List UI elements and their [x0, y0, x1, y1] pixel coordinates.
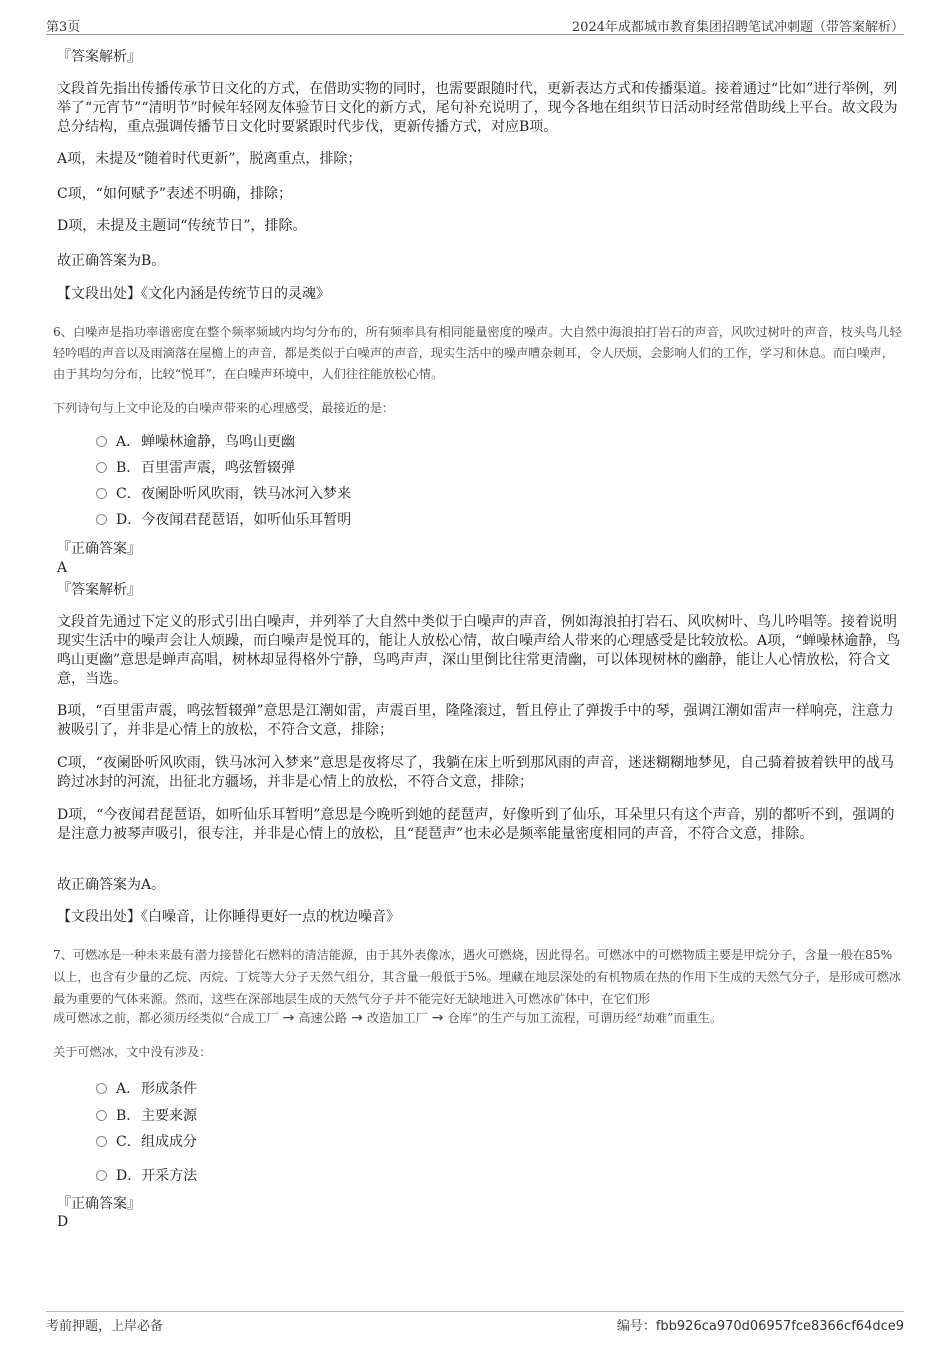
q6-analysis-paragraph: 文段首先通过下定义的形式引出白噪声，并列举了大自然中类似于白噪声的声音，例如海浪拍打岩石、风吹树叶、鸟儿吟唱等。接着说明现实生活中的噪声会让人烦躁，而白噪声是悦耳的，能让人放松心情，故白噪声给人带来的心理感受是比较放松。A项，“蝉噪林逾静，鸟鸣山更幽”意思是蝉声高唱，树林却显得格外宁静，鸟鸣声声，深山里倒比往常更清幽，可以体现树林的幽静，能让人心情放松，符合文意，当选。	[57, 614, 901, 687]
footer-slogan: 考前押题，上岸必备	[46, 1319, 164, 1334]
q7-answer-label: 『正确答案』	[57, 1196, 141, 1212]
q6-source: 【文段出处】《白噪音，让你睡得更好一点的枕边噪音》	[57, 909, 400, 925]
q7-option-b[interactable]: B．主要来源	[96, 1106, 197, 1126]
radio-icon[interactable]	[96, 1170, 107, 1181]
document-title: 2024年成都城市教育集团招聘笔试冲刺题（带答案解析）	[571, 20, 904, 35]
radio-icon[interactable]	[96, 1110, 107, 1121]
q7-stem: 7、可燃冰是一种未来最有潜力接替化石燃料的清洁能源，由于其外表像冰，遇火可燃烧，因此得名。可燃冰中的可燃物质主要是甲烷分子，含量一般在85%以上，也含有少量的乙烷、丙烷、丁烷等大分子天然气组分，其含量一般低于5%。埋藏在地层深处的有机物质在热的作用下生成的天然气分子，是形成可燃冰最为重要的气体来源。然而，这些在深部地层生成的天然气分子并不能完好无缺地进入可燃冰矿体中，在它们形	[53, 948, 902, 1006]
q5-conclusion: 故正确答案为B。	[57, 253, 166, 269]
q7-option-d[interactable]: D．开采方法	[96, 1166, 197, 1186]
q6-option-b[interactable]: B．百里雷声震，鸣弦暂辍弹	[96, 458, 295, 478]
q5-source: 【文段出处】《文化内涵是传统节日的灵魂》	[57, 286, 330, 302]
q6-analysis-c: C项，“夜阑卧听风吹雨，铁马冰河入梦来”意思是夜将尽了，我躺在床上听到那风雨的声音，迷迷糊糊地梦见，自己骑着披着铁甲的战马跨过冰封的河流，出征北方疆场，并非是心情上的放松，不符合文意，排除；	[57, 755, 895, 790]
radio-icon[interactable]	[96, 462, 107, 473]
q6-answer: A	[57, 560, 68, 576]
q7-question: 关于可燃冰，文中没有涉及：	[53, 1045, 212, 1059]
q6-option-d[interactable]: D．今夜闻君琵琶语，如听仙乐耳暂明	[96, 510, 351, 530]
q5-analysis-label: 『答案解析』	[57, 49, 141, 65]
page-footer	[46, 1311, 904, 1336]
q6-option-a[interactable]: A．蝉噪林逾静，鸟鸣山更幽	[96, 432, 295, 452]
radio-icon[interactable]	[96, 1083, 107, 1094]
document-code: 编号：fbb926ca970d06957fce8366cf64dce9	[616, 1319, 904, 1334]
q6-stem: 6、白噪声是指功率谱密度在整个频率频域内均匀分布的，所有频率具有相同能量密度的噪声。大自然中海浪拍打岩石的声音，风吹过树叶的声音，枝头鸟儿轻轻吟唱的声音以及雨滴落在屋檐上的声音，都是类似于白噪声的声音，现实生活中的噪声嘈杂刺耳，令人厌烦，会影响人们的工作，学习和休息。而白噪声，由于其均匀分布，比较“悦耳”，在白噪声环境中，人们往往能放松心情。	[53, 325, 902, 381]
q6-analysis-label: 『答案解析』	[57, 582, 141, 598]
radio-icon[interactable]	[96, 436, 107, 447]
radio-icon[interactable]	[96, 488, 107, 499]
q7-answer: D	[57, 1214, 69, 1230]
q7-option-a[interactable]: A．形成条件	[96, 1079, 197, 1099]
arrow-right-icon: →	[351, 1010, 363, 1026]
arrow-right-icon: →	[282, 1010, 295, 1026]
q5-analysis-a: A项，未提及“随着时代更新”，脱离重点，排除；	[57, 151, 362, 167]
arrow-right-icon: →	[431, 1010, 444, 1026]
radio-icon[interactable]	[96, 514, 107, 525]
radio-icon[interactable]	[96, 1136, 107, 1147]
q5-analysis-d: D项，未提及主题词“传统节日”，排除。	[57, 218, 307, 234]
q6-conclusion: 故正确答案为A。	[57, 877, 166, 893]
q5-analysis-paragraph: 文段首先指出传播传承节日文化的方式，在借助实物的同时，也需要跟随时代，更新表达方式和传播渠道。接着通过“比如”进行举例，列举了“元宵节”“清明节”时候年轻网友体验节日文化的新方式，尾句补充说明了，现今各地在组织节日活动时经常借助线上平台。故文段为总分结构，重点强调传播节日文化时要紧跟时代步伐，更新传播方式，对应B项。	[57, 81, 898, 135]
q7-option-c[interactable]: C．组成成分	[96, 1132, 197, 1152]
page-header	[46, 14, 904, 35]
q6-question: 下列诗句与上文中论及的白噪声带来的心理感受，最接近的是：	[53, 401, 395, 415]
q6-option-c[interactable]: C．夜阑卧听风吹雨，铁马冰河入梦来	[96, 484, 351, 504]
q6-analysis-d: D项，“今夜闻君琵琶语，如听仙乐耳暂明”意思是今晚听到她的琵琶声，好像听到了仙乐，耳朵里只有这个声音，别的都听不到，强调的是注意力被琴声吸引，很专注，并非是心情上的放松，且“琵琶声”也未必是频率能量密度相同的声音，不符合文意，排除。	[57, 807, 895, 842]
q6-analysis-b: B项，“百里雷声震，鸣弦暂辍弹”意思是江潮如雷，声震百里，隆隆滚过，暂且停止了弹拨手中的琴，强调江潮如雷声一样响亮，注意力被吸引了，并非是心情上的放松，不符合文意，排除；	[57, 703, 894, 738]
q7-stem-process-line: 成可燃冰之前，都必须历经类似“合成工厂 → 高速公路 → 改造加工厂 → 仓库”的生产与加工流程，可谓历经“劫难”而重生。	[53, 1008, 903, 1029]
q6-answer-label: 『正确答案』	[57, 541, 141, 557]
page-number: 第3页	[46, 20, 81, 35]
q5-analysis-c: C项，“如何赋予”表述不明确，排除；	[57, 186, 293, 202]
